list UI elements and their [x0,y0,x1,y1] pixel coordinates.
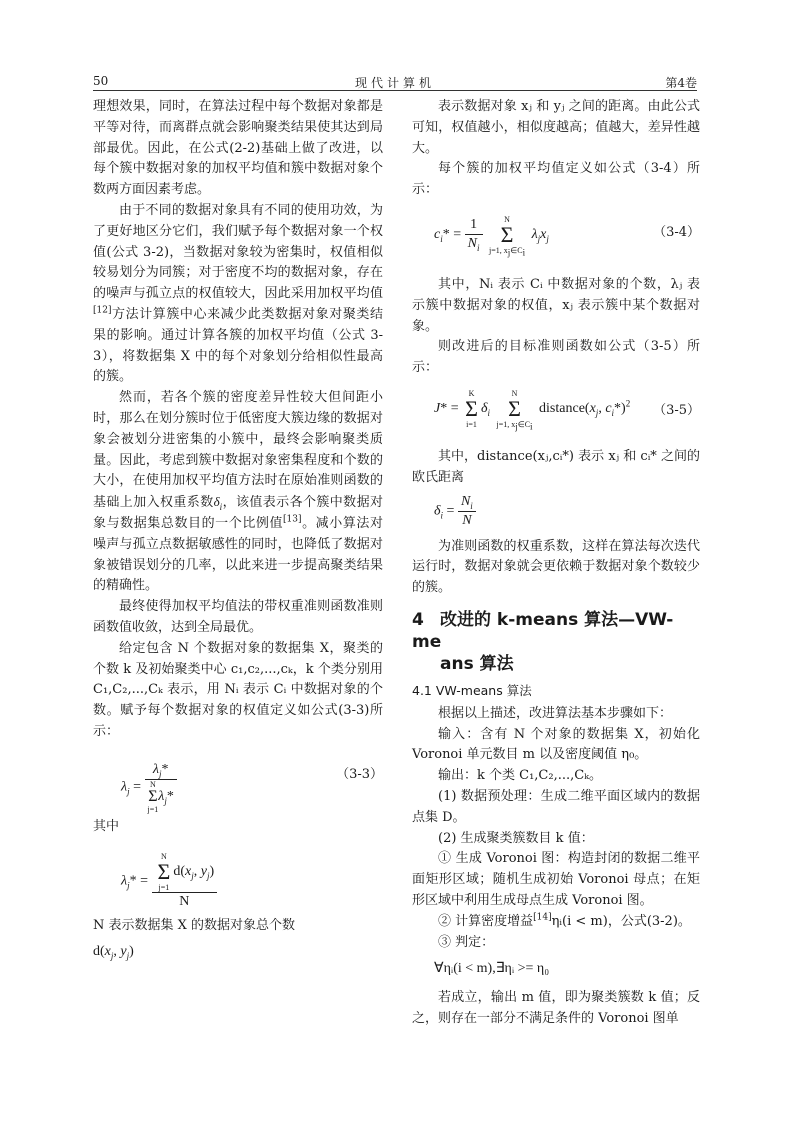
equation-delta: $\delta_i$ = $\frac{N_i}{N}$ [412,491,700,535]
delta-symbol: δ [213,494,220,510]
algorithm-step: (2) 生成聚类簇数目 k 值： [438,830,594,846]
citation: [14] [533,912,552,923]
left-column [93,97,383,971]
condition-formula: ∀ηᵢ(i < m),∃ηᵢ >= η₀ [434,961,550,977]
paragraph: 其中，Nᵢ 表示 Cᵢ 中数据对象的个数，λⱼ 表示簇中数据对象的权值，xⱼ 表示簇中某个数据对象。 [412,276,700,334]
paragraph: 然而，若各个簇的密度差异性较大但间距小时，那么在划分簇时位于低密度大簇边缘的数据对象会被划分进密集的小簇中，最终会影响聚类质量。因此，考虑到簇中数据对象密集程度和个数的大小，在使用加权平均值方法时在原始准则函数的基础上加入权重系数$\delta_i$，该值表示各个簇中数据对象与数据集总数目的一个比例值[13]。减小算法对噪声与孤立点数据敏感性的同时，也降低了数据对象被错误划分的几率，以此来进一步提高聚类结果的精确性。 [93,390,383,594]
paragraph: 根据以上描述，改进算法基本步骤如下： [438,705,673,721]
right-column [412,97,700,1030]
paragraph: 其中 [93,818,120,834]
equation-3-5: J* = K Σ i=1 $\delta_i$ N Σ j=1, $x_j\in C_i$ $distance(x_j$, $c_i*)^2$ （3-5） [434,388,700,432]
algorithm-input: 输入：含有 N 个对象的数据集 X，初始化 Voronoi 单元数目 m 以及密度阈值 η₀。 [412,726,700,763]
paragraph: N 表示数据集 X 的数据对象总个数 [93,917,296,933]
equation-number: （3-4） [653,224,700,240]
paragraph: 理想效果，同时，在算法过程中每个数据对象都是平等对待，而离群点就会影响聚类结果使其达到局部最优。因此，在公式(2-2)基础上做了改进，以每个簇中数据对象的加权平均值和簇中数据对象个数两方面因素考虑。 [93,99,383,198]
section-number: 4 [412,609,424,630]
paragraph: 为准则函数的权重系数，这样在算法每次迭代运行时，数据对象就会更依赖于数据对象个数较少的簇。 [412,538,700,596]
paragraph: 由于不同的数据对象具有不同的使用功效，为了更好地区分它们，我们赋予每个数据对象一个权值(公式 3-2)，当数据对象较为密集时，权值相似较易划分为同簇；对于密度不均的数据对象，存在的噪声与孤立点的权值较大，因此采用加权平均值[12]方法计算簇中心来减少此类数据对象对聚类结果的影响。通过计算各簇的加权平均值（公式 3-3），将数据集 X 中的每个对象划分给相似性最高的簇。 [93,202,383,385]
algorithm-output: 输出：k 个类 C₁,C₂,...,Cₖ。 [438,768,602,784]
equation-number: （3-5） [653,402,700,418]
section-title-cont: ans 算法 [440,653,514,674]
algorithm-step: (1) 数据预处理：生成二维平面区域内的数据点集 D。 [412,788,700,825]
paragraph: 若成立，输出 m 值，即为聚类簇数 k 值；反之，则存在一部分不满足条件的 Voronoi 图单 [412,990,700,1026]
journal-name: 现代计算机 [354,76,435,90]
volume-label: 第4卷 [665,76,697,90]
citation: [13] [283,514,302,525]
paragraph: 表示数据对象 xⱼ 和 yⱼ 之间的距离。由此公式可知，权值越小，相似度越高；值越大，差异性越大。 [412,99,700,156]
equation-number: （3-3） [336,766,383,782]
equation-3-3: $\lambda_j$ = $\lambda_j*$ N Σ j=1 $\lambda_j*$ （3-3） [121,761,383,814]
running-header [93,72,697,91]
section-title: 改进的 k-means 算法—VW-me [412,609,674,652]
paragraph: 给定包含 N 个数据对象的数据集 X，聚类的个数 k 及初始聚类中心 c₁,c₂,...,cₖ，k 个类分别用 C₁,C₂,...,Cₖ 表示，用 Nᵢ 表示 Cᵢ 中数据对象的个数。赋予每个数据对象的权值定义如公式(3-3)所示： [93,640,383,739]
citation: [12] [93,305,112,316]
paragraph: 每个簇的加权平均值定义如公式（3-4）所示： [412,161,700,198]
algorithm-step: ② 计算密度增益[14]ηᵢ(i < m)，公式(3-2)。 [438,912,691,929]
subsection-heading: 4.1 VW-means 算法 [412,682,532,698]
paragraph: 其中，distance(xⱼ,cᵢ*) 表示 xⱼ 和 cᵢ* 之间的欧氏距离 [412,448,700,485]
distance-symbol: $d(x_j$, $y_j$) [93,944,134,962]
paragraph: 则改进后的目标准则函数如公式（3-5）所示： [412,339,700,376]
paragraph: 最终使得加权平均值法的带权重准则函数准则函数值收敛，达到全局最优。 [93,599,383,635]
algorithm-step: ① 生成 Voronoi 图：构造封闭的数据二维平面矩形区域；随机生成初始 Voronoi 母点；在矩形区域中利用生成母点生成 Voronoi 图。 [412,851,700,908]
equation-lambda-star: $\lambda_j*$ = N Σ j=1 $d(x_j$, $y_j$) N [93,844,383,910]
page-number: 50 [93,74,109,88]
equation-3-4: $c_i*$ = $\frac{1}{N_i}$ N Σ j=1, $x_j\in C_i$ $\lambda_jx_j$ （3-4） [434,214,700,258]
algorithm-step: ③ 判定： [438,934,495,950]
section-heading [412,609,700,675]
